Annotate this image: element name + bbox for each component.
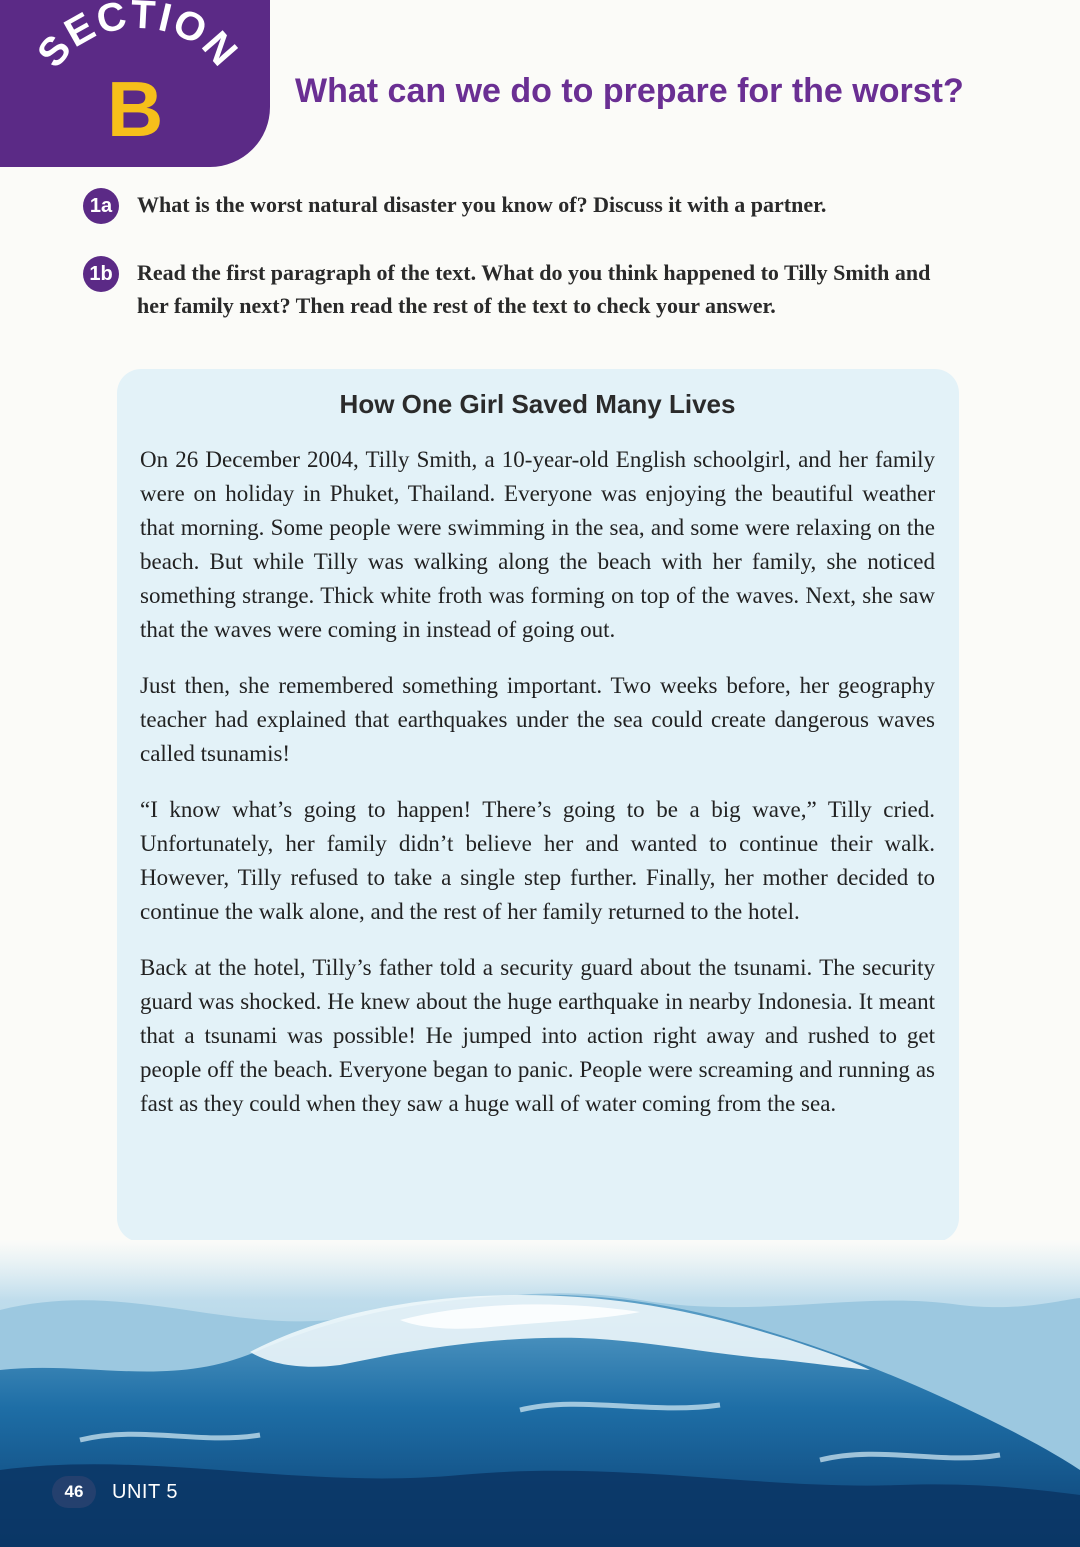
page-title: What can we do to prepare for the worst? <box>295 72 964 110</box>
task-1a <box>83 188 943 221</box>
task-1b <box>83 256 943 322</box>
reading-passage-box <box>117 369 959 1242</box>
task-instruction-1a: What is the worst natural disaster you know of? Discuss it with a partner. <box>137 192 827 217</box>
section-tab <box>0 0 270 167</box>
task-badge-1b: 1b <box>83 256 119 292</box>
reading-paragraph-3: “I know what’s going to happen! There’s going to be a big wave,” Tilly cried. Unfortunately, her family didn’t believe her and wanted to continue their walk. However, Tilly refused to take a single step further. Finally, her mother decided to continue the walk alone, and the rest of her family returned to the hotel. <box>140 797 935 924</box>
section-letter: B <box>107 65 164 153</box>
reading-paragraph-2: Just then, she remembered something important. Two weeks before, her geography teacher had explained that earthquakes under the sea could create dangerous waves called tsunamis! <box>140 673 935 766</box>
unit-label: UNIT 5 <box>112 1480 178 1503</box>
page-footer <box>52 1476 178 1510</box>
section-word: SECTION <box>29 0 247 76</box>
task-instruction-1b: Read the first paragraph of the text. What do you think happened to Tilly Smith and her family next? Then read the rest of the text to check your answer. <box>137 260 931 318</box>
reading-paragraph-4: Back at the hotel, Tilly’s father told a security guard about the tsunami. The security guard was shocked. He knew about the huge earthquake in nearby Indonesia. It meant that a tsunami was possible! He jumped into action right away and rushed to get people off the beach. Everyone began to panic. People were screaming and running as fast as they could when they saw a huge wall of water coming from the sea. <box>140 955 935 1116</box>
page-number-badge: 46 <box>52 1476 96 1508</box>
reading-title: How One Girl Saved Many Lives <box>339 389 736 419</box>
reading-paragraph-1: On 26 December 2004, Tilly Smith, a 10-year-old English schoolgirl, and her family were on holiday in Phuket, Thailand. Everyone was enjoying the beautiful weather that morning. Some people were swimming in the sea, and some were relaxing on the beach. But while Tilly was walking along the beach with her family, she noticed something strange. Thick white froth was forming on top of the waves. Next, she saw that the waves were coming in instead of going out. <box>140 447 935 642</box>
task-badge-1a: 1a <box>83 188 119 224</box>
